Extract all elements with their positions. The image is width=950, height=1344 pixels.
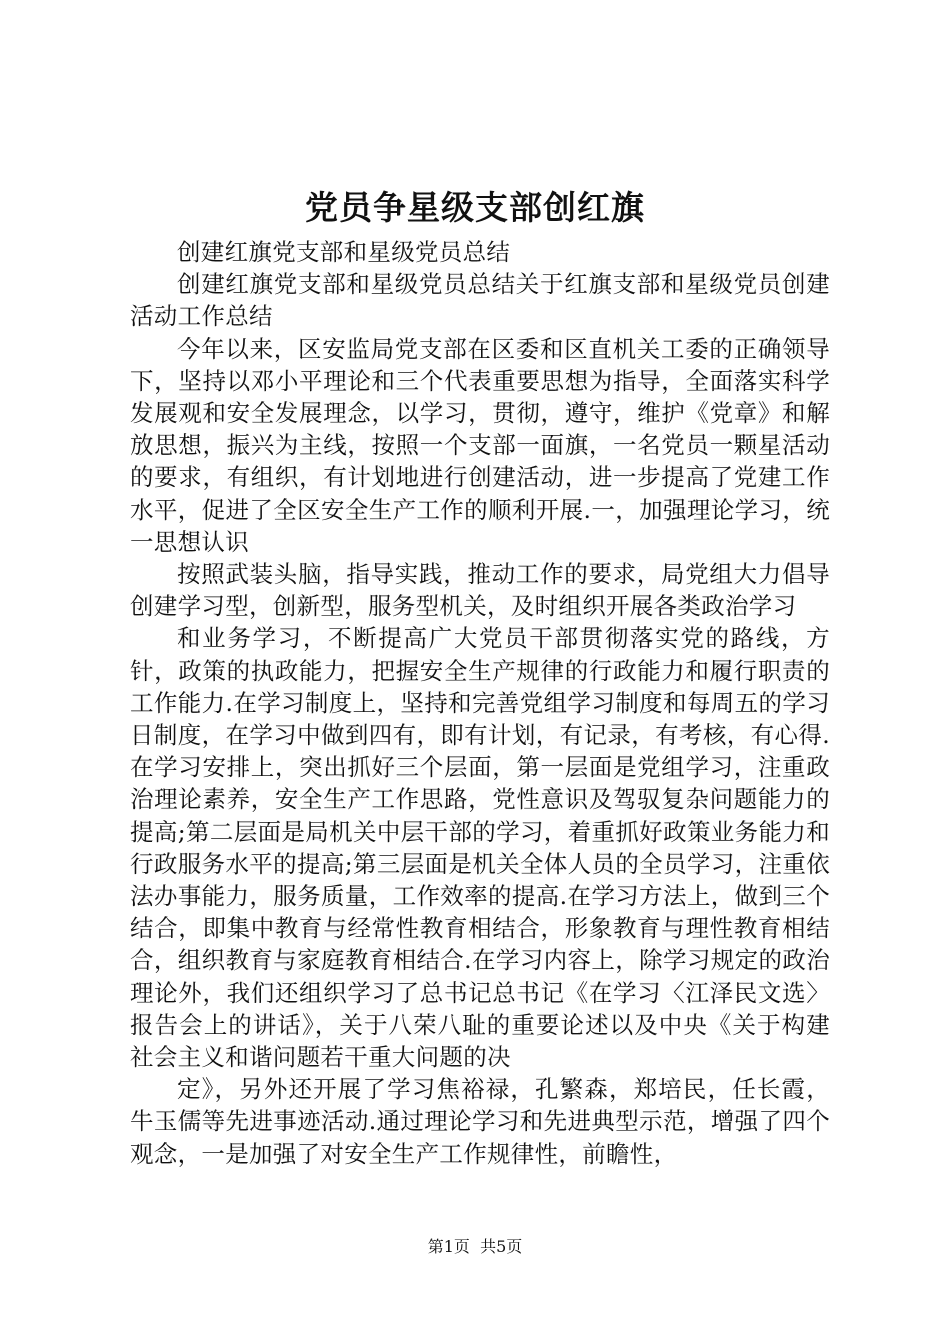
paragraph-intro: 今年以来，区安监局党支部在区委和区直机关工委的正确领导下，坚持以邓小平理论和三个代表重要思想为指导，全面落实科学发展观和安全发展理念，以学习，贯彻，遵守，维护《党章》和解放思想，振兴为主线，按照一个支部一面旗，一名党员一颗星活动的要求，有组织，有计划地进行创建活动，进一步提高了党建工作水平，促进了全区安全生产工作的顺利开展.一，加强理论学习，统一思想认识	[130, 334, 830, 556]
paragraph-summary-heading: 创建红旗党支部和星级党员总结关于红旗支部和星级党员创建活动工作总结	[130, 270, 830, 331]
paragraph-study-details: 和业务学习，不断提高广大党员干部贯彻落实党的路线，方针，政策的执政能力，把握安全生产规律的行政能力和履行职责的工作能力.在学习制度上，坚持和完善党组学习制度和每周五的学习日制度，在学习中做到四有，即有计划，有记录，有考核，有心得.在学习安排上，突出抓好三个层面，第一层面是党组学习，注重政治理论素养，安全生产工作思路，党性意识及驾驭复杂问题能力的提高;第二层面是局机关中层干部的学习，着重抓好政策业务能力和行政服务水平的提高;第三层面是机关全体人员的全员学习，注重依法办事能力，服务质量，工作效率的提高.在学习方法上，做到三个结合，即集中教育与经常性教育相结合，形象教育与理性教育相结合，组织教育与家庭教育相结合.在学习内容上，除学习规定的政治理论外，我们还组织学习了总书记总书记《在学习〈江泽民文选〉报告会上的讲话》，关于八荣八耻的重要论述以及中央《关于构建社会主义和谐问题若干重大问题的决	[130, 624, 830, 1072]
paragraph-subtitle: 创建红旗党支部和星级党员总结	[177, 238, 511, 266]
page-total: 共5页	[480, 1237, 523, 1256]
document-body	[130, 236, 830, 1170]
page-footer	[0, 1236, 950, 1258]
page-number: 第1页	[427, 1237, 470, 1256]
paragraph-continuation: 定》，另外还开展了学习焦裕禄，孔繁森，郑培民，任长霞，牛玉儒等先进事迹活动.通过理论学习和先进典型示范，增强了四个观念，一是加强了对安全生产工作规律性，前瞻性，	[130, 1075, 830, 1168]
document-title: 党员争星级支部创红旗	[305, 188, 645, 227]
paragraph-study-requirements: 按照武装头脑，指导实践，推动工作的要求，局党组大力倡导创建学习型，创新型，服务型机关，及时组织开展各类政治学习	[130, 560, 830, 621]
